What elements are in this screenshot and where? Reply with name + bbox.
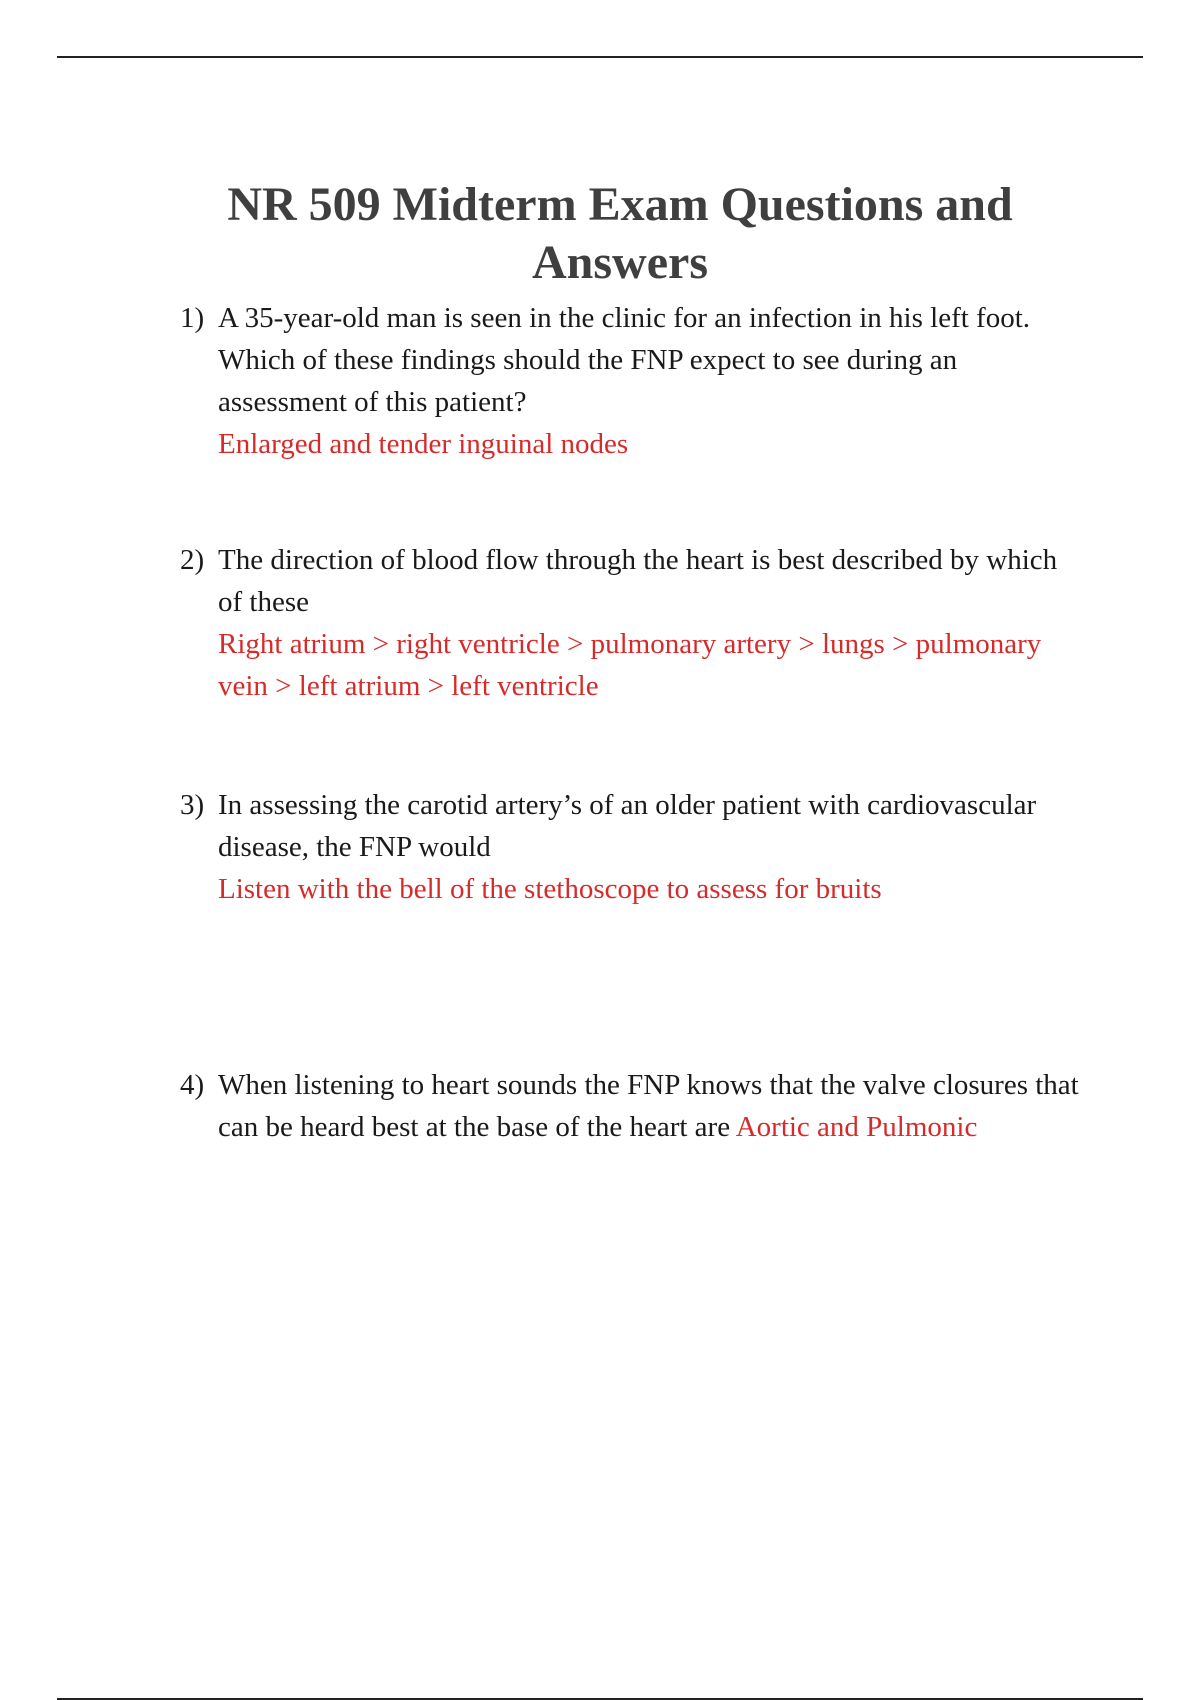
- question-number: 1): [180, 302, 205, 334]
- question-number: 2): [180, 544, 205, 576]
- question-4: [180, 1064, 1080, 1148]
- question-text: A 35-year-old man is seen in the clinic for an infection in his left foot. Which of these findings should the FNP expect to see during an assessment of this patient?: [218, 302, 1030, 418]
- answer-text: Listen with the bell of the stethoscope to assess for bruits: [218, 873, 882, 905]
- answer-text: Aortic and Pulmonic: [735, 1111, 978, 1143]
- question-number: 4): [180, 1069, 205, 1101]
- top-rule: [57, 56, 1143, 58]
- question-text: The direction of blood flow through the heart is best described by which of these: [218, 544, 1058, 618]
- title-line-1: NR 509 Midterm Exam Questions and: [227, 178, 1013, 231]
- question-2: [180, 539, 1080, 707]
- document-title: [120, 176, 1120, 292]
- question-text: When listening to heart sounds the FNP knows that the valve closures that can be heard best at the base of the heart are: [218, 1069, 1079, 1143]
- question-3: [180, 784, 1080, 910]
- question-number: 3): [180, 789, 205, 821]
- title-line-2: Answers: [532, 236, 708, 289]
- answer-text: Right atrium > right ventricle > pulmonary artery > lungs > pulmonary vein > left atrium > left ventricle: [218, 628, 1042, 702]
- question-text: In assessing the carotid artery’s of an older patient with cardiovascular disease, the FNP would: [218, 789, 1037, 863]
- answer-text: Enlarged and tender inguinal nodes: [218, 428, 629, 460]
- question-1: [180, 297, 1080, 465]
